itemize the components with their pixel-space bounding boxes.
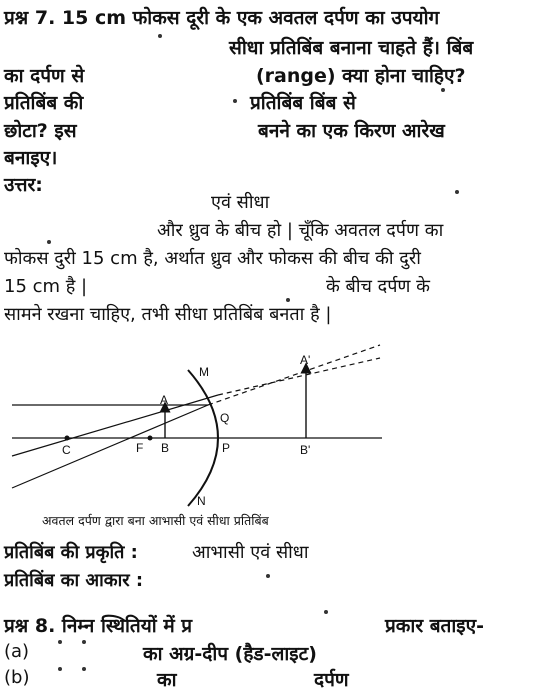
q8-item-b-text-1: का xyxy=(157,669,177,691)
q7-line-6: बनाइए। xyxy=(4,147,58,169)
ink-speck xyxy=(455,190,459,194)
q7-line-1: प्रश्न 7. 15 cm फोकस दूरी के एक अवतल दर्पण का उपयोग xyxy=(4,7,440,29)
label-m: M xyxy=(199,365,209,379)
size-label: प्रतिबिंब का आकार : xyxy=(4,570,144,591)
label-q: Q xyxy=(220,411,230,425)
q8-line-1b: प्रकार बताइए- xyxy=(385,615,485,637)
q7-line-4a: प्रतिबिंब की xyxy=(4,92,84,114)
label-c: C xyxy=(62,443,71,457)
diagram-caption: अवतल दर्पण द्वारा बना आभासी एवं सीधा प्रतिबिंब xyxy=(42,513,269,528)
ink-speck xyxy=(233,99,237,103)
ink-speck xyxy=(58,667,62,671)
label-b: B xyxy=(161,441,170,455)
answer-line-4b: के बीच दर्पण के xyxy=(326,276,430,297)
q7-line-5b: बनने का एक किरण आरेख xyxy=(258,120,445,142)
ray-reflected-1 xyxy=(12,405,208,488)
q8-item-a-marker: (a) xyxy=(4,641,30,662)
ink-speck xyxy=(158,34,162,38)
nature-label: प्रतिबिंब की प्रकृति : xyxy=(4,542,138,563)
answer-line-2: और ध्रुव के बीच हो | चूँकि अवतल दर्पण का xyxy=(157,220,444,241)
q7-line-3b: (range) क्या होना चाहिए? xyxy=(256,65,466,87)
q8-item-b-marker: (b) xyxy=(4,667,30,688)
label-a-prime: A' xyxy=(300,353,311,367)
q7-line-3a: का दर्पण से xyxy=(4,65,85,87)
dashed-extension-1 xyxy=(208,345,380,405)
label-f: F xyxy=(136,441,144,455)
q8-item-a-text: का अग्र-दीप (हैड-लाइट) xyxy=(143,643,317,665)
ink-speck xyxy=(82,667,86,671)
q8-item-b-text-2: दर्पण xyxy=(314,669,349,691)
label-a: A xyxy=(160,393,169,407)
q7-line-4b: प्रतिबिंब बिंब से xyxy=(250,92,356,114)
ink-speck xyxy=(441,88,445,92)
ink-speck xyxy=(286,298,290,302)
label-p: P xyxy=(222,441,231,455)
answer-line-5: सामने रखना चाहिए, तभी सीधा प्रतिबिंब बनता है | xyxy=(4,304,332,325)
ink-speck xyxy=(47,240,51,244)
label-n: N xyxy=(197,494,206,508)
ink-speck xyxy=(324,610,328,614)
point-c xyxy=(65,436,70,441)
ink-speck xyxy=(82,640,86,644)
point-f xyxy=(148,436,153,441)
answer-line-1: एवं सीधा xyxy=(211,192,270,213)
q7-line-2: सीधा प्रतिबिंब बनाना चाहते हैं। बिंब xyxy=(229,37,474,59)
answer-heading: उत्तर: xyxy=(4,174,43,196)
q8-line-1a: प्रश्न 8. निम्न स्थितियों में प्र xyxy=(4,615,193,637)
ink-speck xyxy=(266,574,270,578)
label-b-prime: B' xyxy=(300,443,311,457)
answer-line-4a: 15 cm है | xyxy=(4,276,88,297)
ink-speck xyxy=(58,640,62,644)
q7-line-5a: छोटा? इस xyxy=(4,120,77,142)
nature-value: आभासी एवं सीधा xyxy=(192,542,309,563)
ray-through-c xyxy=(12,395,218,456)
ray-diagram xyxy=(0,340,541,520)
answer-line-3: फोकस दुरी 15 cm है, अर्थात ध्रुव और फोकस की बीच की दुरी xyxy=(4,248,421,269)
dashed-extension-2 xyxy=(218,358,380,395)
